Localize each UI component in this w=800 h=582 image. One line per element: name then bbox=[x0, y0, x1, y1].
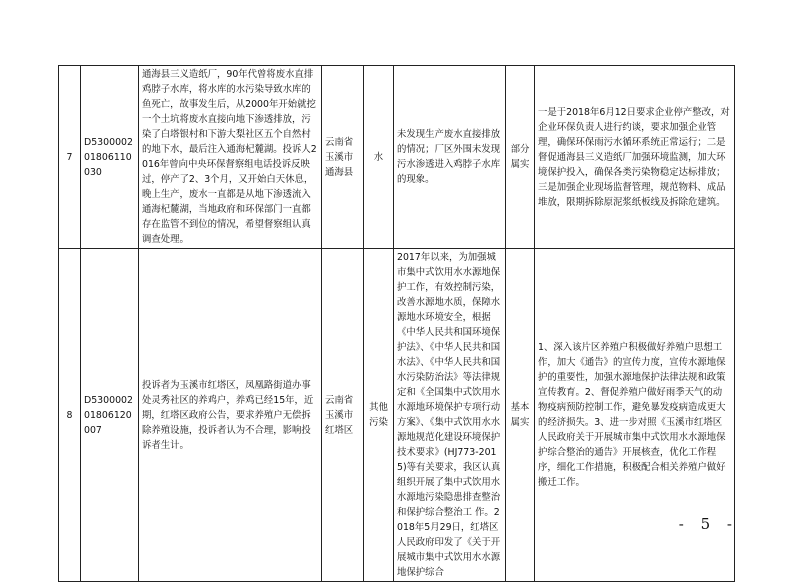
region-cell: 云南省玉溪市红塔区 bbox=[322, 249, 364, 582]
case-code: D530000201806110030 bbox=[81, 66, 139, 249]
page-number: - 5 - bbox=[678, 515, 738, 533]
row-number: 8 bbox=[59, 249, 81, 582]
investigation-finding: 未发现生产废水直接排放的情况；厂区外围未发现污水渗透进入鸡脖子水库的现象。 bbox=[394, 66, 506, 249]
complaint-content: 投诉者为玉溪市红塔区，凤凰路街道办事处灵秀社区的养鸡户，养鸡已经15年，近期，红塔区政府公告，要求养殖户无偿拆除养殖设施，投诉者认为不合理，影响投诉者生计。 bbox=[139, 249, 322, 582]
complaint-content: 通海县三义造纸厂，90年代曾将废水直排鸡脖子水库，将水库的水污染导致水库的鱼死亡，故事发生后，从2000年开始就挖一个土坑将废水直接向地下渗透排放，污染了白塔银村和下游大梨社区五个自然村的地下水，最后注入通海杞麓湖。投诉人2016年曾向中央环保督察组电话投诉反映过，停产了2、3个月，又开始白天休息，晚上生产，废水一直都是从地下渗透流入通海杞麓湖，当地政府和环保部门一直都存在监管不到位的情况，希望督察组认真调查处理。 bbox=[139, 66, 322, 249]
handling-measures: 一是于2018年6月12日要求企业停产整改，对企业环保负责人进行约谈，要求加强企业管理，确保环保雨污水循环系统正常运行；二是督促通海县三义造纸厂加强环境监测，加大环境保护投入，确保各类污染物稳定达标排放；三是加强企业现场监督管理，规范物料、成品堆放，限期拆除原泥浆纸板线及拆除危建筑。 bbox=[535, 66, 735, 249]
row-number: 7 bbox=[59, 66, 81, 249]
region-cell: 云南省玉溪市通海县 bbox=[322, 66, 364, 249]
verdict-cell: 部分属实 bbox=[506, 66, 535, 249]
handling-measures: 1、深入该片区养殖户积极做好养殖户思想工作，加大《通告》的宣传力度，宣传水源地保护的重要性，加强水源地保护法律法规和政策宣传教育。2、督促养殖户做好雨季天气的动物疫病预防控制工作，避免暴发疫病造成更大的经济损失。3、进一步对照《玉溪市红塔区人民政府关于开展城市集中式饮用水水源地保护综合整治的通告》开展核查，优化工作程序，细化工作措施，积极配合相关养殖户做好搬迁工作。 bbox=[535, 249, 735, 582]
pollution-type: 水 bbox=[364, 66, 394, 249]
pollution-type: 其他污染 bbox=[364, 249, 394, 582]
complaint-table bbox=[58, 65, 735, 582]
case-code: D530000201806120007 bbox=[81, 249, 139, 582]
table-row bbox=[59, 66, 735, 249]
verdict-cell: 基本属实 bbox=[506, 249, 535, 582]
table-row bbox=[59, 249, 735, 582]
investigation-finding: 2017年以来，为加强城市集中式饮用水水源地保护工作，有效控制污染，改善水源地水质，保障水源地水环境安全，根据《中华人民共和国环境保护法》、《中华人民共和国水法》、《中华人民共和国水污染防治法》等法律规定和《全国集中式饮用水水源地环境保护专项行动方案》、《集中式饮用水水源地规范化建设环境保护技术要求》(HJ773-2015)等有关要求，我区认真组织开展了集中式饮用水水源地污染隐患排查整治和保护综合整治工 作。2018年5月29日，红塔区人民政府印发了《关于开展城市集中式饮用水水源地保护综合 bbox=[394, 249, 506, 582]
